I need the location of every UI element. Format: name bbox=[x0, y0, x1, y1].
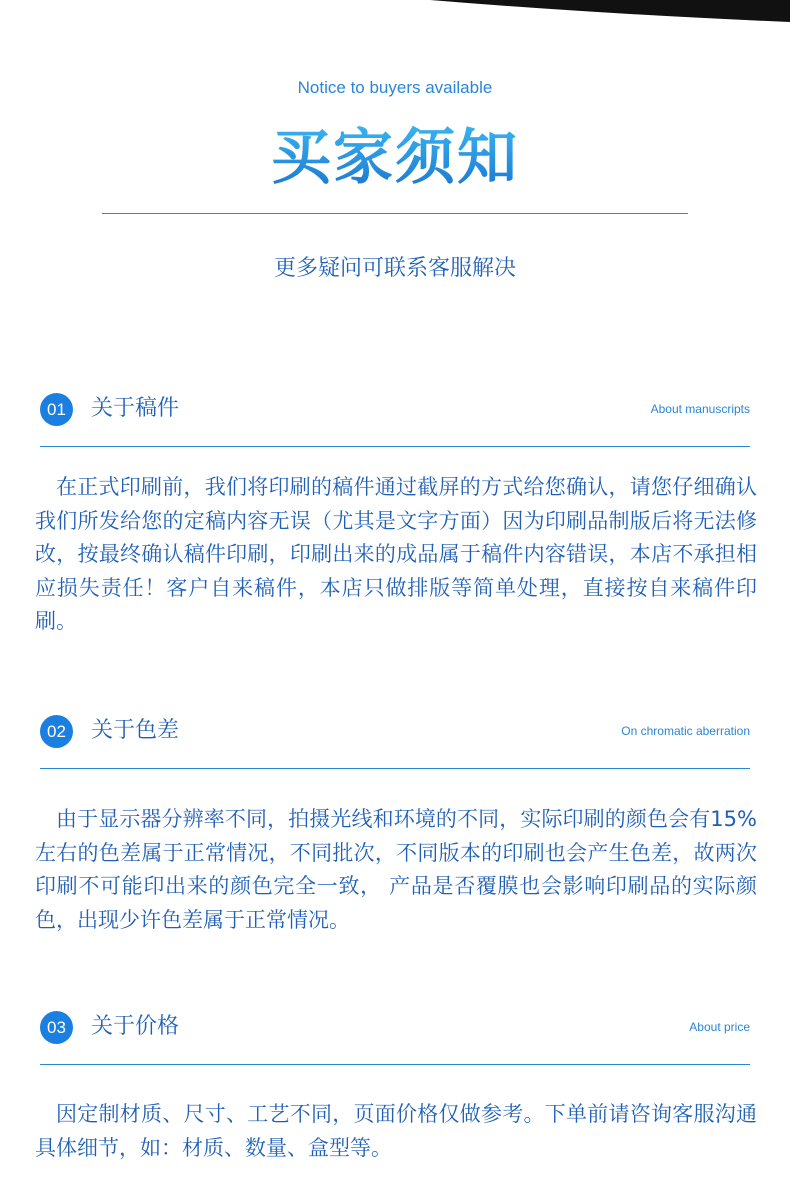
section-title-english: On chromatic aberration bbox=[621, 724, 750, 738]
section-title: 关于价格 bbox=[91, 1014, 180, 1039]
section-number-badge: 01 bbox=[40, 393, 73, 426]
notice-english-heading: Notice to buyers available bbox=[297, 78, 493, 97]
section-body-price: 因定制材质、尺寸、工艺不同，页面价格仅做参考。下单前请咨询客服沟通具体细节，如：材质、数量、盒型等。 bbox=[35, 1102, 757, 1160]
page-subtitle: 更多疑问可联系客服解决 bbox=[273, 256, 516, 281]
section-divider bbox=[40, 446, 750, 447]
section-number-badge: 03 bbox=[40, 1011, 73, 1044]
section-divider bbox=[40, 1064, 750, 1065]
section-divider bbox=[40, 768, 750, 769]
section-header-manuscripts bbox=[40, 389, 750, 429]
section-body-manuscripts: 在正式印刷前，我们将印刷的稿件通过截屏的方式给您确认，请您仔细确认我们所发给您的定稿内容无误（尤其是文字方面）因为印刷品制版后将无法修改，按最终确认稿件印刷，印刷出来的成品属于稿件内容错误，本店不承担相应损失责任！客户自来稿件，本店只做排版等简单处理，直接按自来稿件印刷。 bbox=[35, 475, 757, 633]
section-title-english: About price bbox=[689, 1020, 750, 1034]
page-title: 买家须知 bbox=[0, 122, 790, 194]
decorative-corner-shape bbox=[0, 0, 790, 40]
section-title: 关于色差 bbox=[91, 718, 180, 743]
title-divider bbox=[102, 213, 688, 214]
section-header-chromatic bbox=[40, 711, 750, 751]
section-title: 关于稿件 bbox=[91, 396, 180, 421]
section-title-english: About manuscripts bbox=[650, 402, 750, 416]
section-header-price bbox=[40, 1007, 750, 1047]
section-body-chromatic: 由于显示器分辨率不同，拍摄光线和环境的不同，实际印刷的颜色会有15%左右的色差属于正常情况，不同批次，不同版本的印刷也会产生色差，故两次印刷不可能印出来的颜色完全一致， 产品是否覆膜也会影响印刷品的实际颜色，出现少许色差属于正常情况。 bbox=[35, 807, 757, 932]
section-number-badge: 02 bbox=[40, 715, 73, 748]
